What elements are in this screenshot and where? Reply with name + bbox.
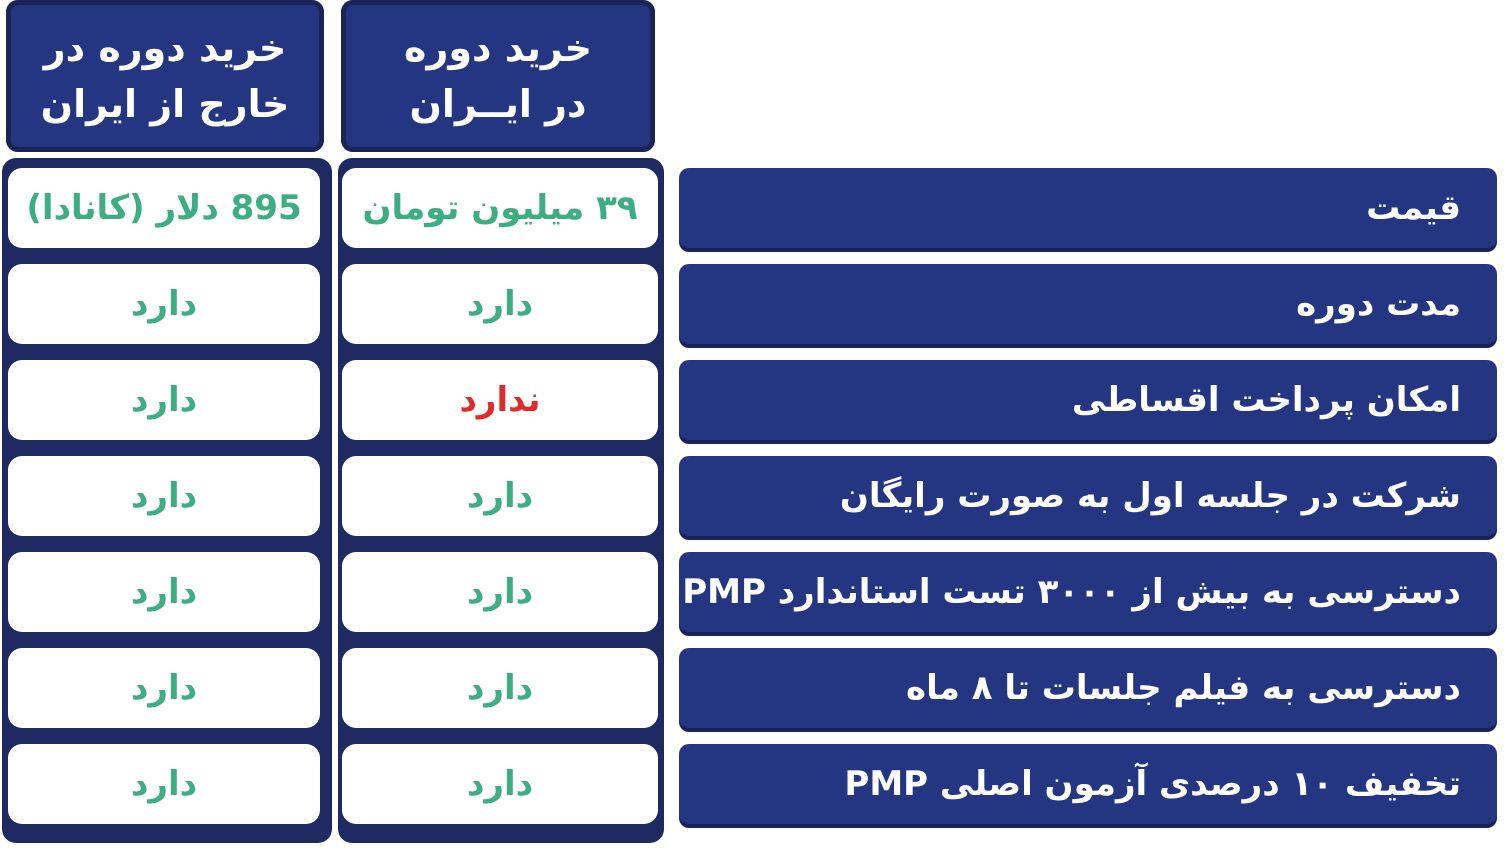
price-abroad-cell: 895 دلار (کانادا): [8, 168, 320, 248]
feature-free-first-session: شرکت در جلسه اول به صورت رایگان: [679, 456, 1497, 536]
feature-exam-discount: تخفیف ۱۰ درصدی آزمون اصلی PMP: [679, 744, 1497, 824]
feature-installments: امکان پرداخت اقساطی: [679, 360, 1497, 440]
free-session-iran-cell: دارد: [342, 456, 658, 536]
installments-abroad-cell: دارد: [8, 360, 320, 440]
installments-iran-cell: ندارد: [342, 360, 658, 440]
header-iran-line2: در ایــران: [409, 82, 587, 126]
session-videos-abroad-cell: دارد: [8, 648, 320, 728]
feature-session-videos: دسترسی به فیلم جلسات تا ۸ ماه: [679, 648, 1497, 728]
feature-duration: مدت دوره: [679, 264, 1497, 344]
header-abroad: [6, 0, 324, 152]
feature-price: قیمت: [679, 168, 1497, 248]
header-iran-line1: خرید دوره: [404, 26, 592, 70]
header-iran: [341, 0, 655, 152]
header-abroad-line2: خارج از ایران: [40, 82, 290, 126]
pmp-tests-abroad-cell: دارد: [8, 552, 320, 632]
exam-discount-iran-cell: دارد: [342, 744, 658, 824]
pmp-tests-iran-cell: دارد: [342, 552, 658, 632]
price-iran-cell: ۳۹ میلیون تومان: [342, 168, 658, 248]
duration-iran-cell: دارد: [342, 264, 658, 344]
free-session-abroad-cell: دارد: [8, 456, 320, 536]
session-videos-iran-cell: دارد: [342, 648, 658, 728]
duration-abroad-cell: دارد: [8, 264, 320, 344]
header-abroad-line1: خرید دوره در: [43, 26, 287, 70]
feature-pmp-tests: دسترسی به بیش از ۳۰۰۰ تست استاندارد PMP: [679, 552, 1497, 632]
exam-discount-abroad-cell: دارد: [8, 744, 320, 824]
